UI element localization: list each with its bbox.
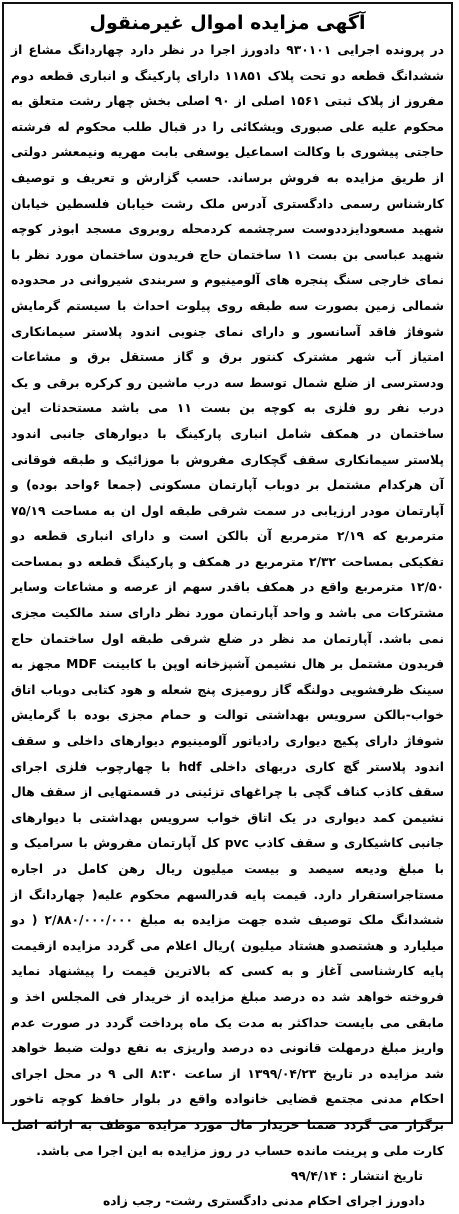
- notice-body: در پرونده اجرایی ۹۳۰۱۰۱ دادورز اجرا در نظر دارد چهاردانگ مشاع از ششدانگ قطعه دو تحت پلاک ۱۱۸۵۱ دارای پارکینگ و انباری قطعه دوم مفروز از پلاک ثبتی ۱۵۶۱ اصلی از ۹۰ اصلی بخش چهار رشت متعلق به محکوم علیه علی صبوری ویشکائی را در قبال طلب محکوم له فرشته حاجتی پیشوری با وکالت اسماعیل یوسفی بابت مهریه ونیمعشر دولتی از طریق مزایده به فروش برساند. حسب گزارش و تعریف و توصیف کارشناس رسمی دادگستری آدرس ملک رشت خیابان فلسطین خیابان شهید مسعودایزددوست سرچشمه کردمحله روبروی مسجد ابوذر کوچه شهید عباسی بن بست ۱۱ ساختمان حاج فریدون ساختمان مورد نظر با نمای خارجی سنگ پنجره های آلومینیوم و سربندی شیروانی در محدوده شمالی زمین بصورت سه طبقه روی پیلوت احداث با سیستم گرمایش شوفاژ فاقد آسانسور و دارای نمای جنوبی اندود پلاستر سیمانکاری امتیاز آب شهر مشترک کنتور برق و گاز مستقل برق و مشاعات ودسترسی از ضلع شمال توسط سه درب ماشین رو کرکره برقی و یک درب نفر رو فلزی به کوچه بن بست ۱۱ می باشد مستحدثات این ساختمان در همکف شامل انباری پارکینگ با دیوارهای جانبی اندود پلاستر سیمانکاری سقف گچکاری مفروش با موزائیک و طبقه فوقانی آن هرکدام مشتمل بر دوباب آپارتمان مسکونی (جمعا ۶واحد بوده) و آپارتمان مودر ارزیابی در سمت شرقی طبقه اول ان به مساحت ۷۵/۱۹ مترمربع که ۲/۱۹ مترمربع آن بالکن است و دارای انباری قطعه دو تفکیکی بمساحت ۲/۳۲ مترمربع در همکف و پارکینگ قطعه دو بمساحت ۱۲/۵۰ مترمربع واقع در همکف باقدر سهم از عرصه و مشاعات وسایر مشترکات می باشد و واحد آپارتمان مورد نظر دارای سند مالکیت مجزی نمی باشد. آپارتمان مد نظر در ضلع شرقی طبقه اول ساختمان حاج فریدون مشتمل بر هال نشیمن آشپزخانه اوپن با کابینت MDF مجهز به سینک ظرفشویی دولنگه گاز رومیزی پنج شعله و هود کتابی دوباب اتاق خواب-بالکن سرویس بهداشتی توالت و حمام مجزی بوده با گرمایش شوفاژ دارای پکیج دیواری رادیاتور آلومینیوم دیوارهای داخلی و سقف اندود پلاستر گچ کاری دربهای داخلی hdf با چهارچوب فلزی اجرای سقف کاذب کناف گچی با چراغهای تزئینی در قسمتهایی از سقف هال نشیمن کمد دیواری در یک اتاق خواب سرویس بهداشتی با دیوارهای جانبی کاشیکاری و سقف کاذب pvc کل آپارتمان مفروش با سرامیک و با مبلغ ودیعه سیصد و بیست میلیون ریال رهن کامل در اجاره مستاجراستقرار دارد. قیمت پایه قدرالسهم محکوم علیه( چهاردانگ از ششدانگ ملک توصیف شده جهت مزایده به مبلغ ۲/۸۸۰/۰۰۰/۰۰۰ ( دو میلیارد و هشتصدو هشتاد میلیون )ریال اعلام می گردد مزایده ازقیمت پایه کارشناسی آغاز و به کسی که بالاترین قیمت را پیشنهاد نماید فروخته خواهد شد ده درصد مبلغ مزایده از خریدار فی المجلس اخذ و مابقی می بایست حداکثر به مدت یک ماه پرداخت گردد در صورت عدم واریز مبلغ درمهلت قانونی ده درصد واریزی به نفع دولت ضبط خواهد شد مزایده در تاریخ ۱۳۹۹/۰۴/۲۳ از ساعت ۸:۳۰ الی ۹ در محل اجرای احکام مدنی مجتمع قضایی خانواده واقع در بلوار حافظ کوچه تاخور برگزار می گردد ضمنا خریدار مال مورد مزایده موظف به ارائه اصل کارت ملی و پرینت مانده حساب در روز مزایده به این اجرا می باشد.: [11, 43, 445, 1158]
- publish-date: تاریخ انتشار : ۹۹/۴/۱۴: [290, 1169, 423, 1184]
- notice-title: آگهی مزایده اموال غیرمنقول: [89, 12, 366, 34]
- auction-notice: [2, 2, 453, 1209]
- notice-signature: دادورز اجرای احکام مدنی دادگستری رشت- رجب زاده: [102, 1194, 425, 1209]
